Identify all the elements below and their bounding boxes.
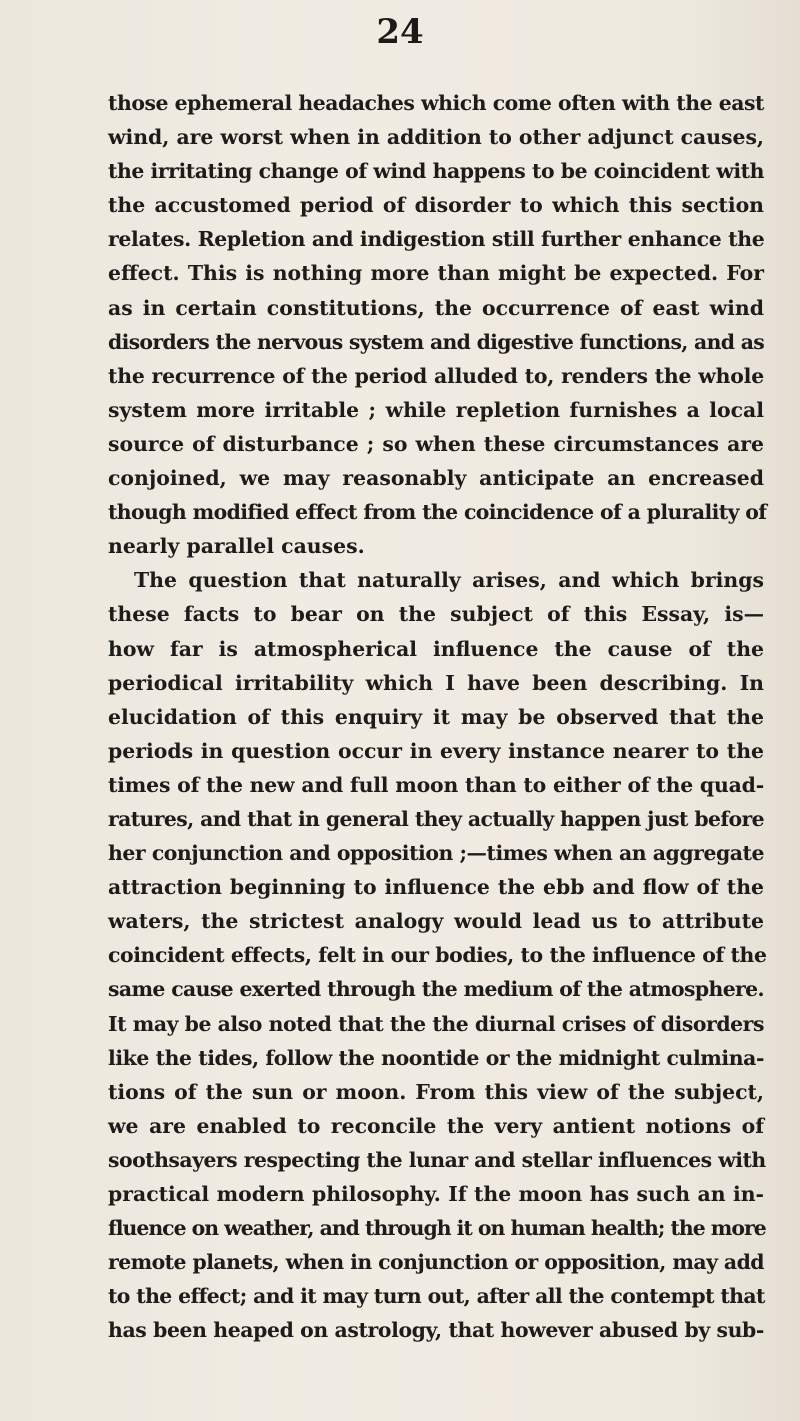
text-line: It may be also noted that the the diurnal crises of disorders xyxy=(108,1011,764,1036)
text-line: her conjunction and opposition ;—times when an aggregate xyxy=(108,841,764,866)
text-line: tions of the sun or moon. From this view of the subject, xyxy=(108,1079,764,1104)
text-line: wind, are worst when in addition to other adjunct causes, xyxy=(108,125,764,150)
text-line: fluence on weather, and through it on human health; the more xyxy=(108,1216,766,1241)
text-line: conjoined, we may reasonably anticipate an encreased xyxy=(108,466,764,491)
text-line: these facts to bear on the subject of this Essay, is— xyxy=(108,602,764,627)
text-line: how far is atmospherical influence the cause of the xyxy=(108,636,764,661)
text-line: elucidation of this enquiry it may be observed that the xyxy=(108,704,764,729)
text-line: relates. Repletion and indigestion still further enhance the xyxy=(108,227,765,252)
text-line: times of the new and full moon than to either of the quad- xyxy=(108,772,764,797)
text-line: waters, the strictest analogy would lead us to attribute xyxy=(108,909,764,934)
text-line: attraction beginning to influence the ebb and flow of the xyxy=(108,875,764,900)
text-line: periods in question occur in every instance nearer to the xyxy=(108,738,764,763)
text-line: as in certain constitutions, the occurrence of east wind xyxy=(108,295,764,320)
text-line: The question that naturally arises, and which brings xyxy=(134,568,764,593)
text-line: soothsayers respecting the lunar and stellar influences with xyxy=(108,1147,766,1172)
text-line: source of disturbance ; so when these circumstances are xyxy=(108,431,764,456)
text-line: we are enabled to reconcile the very antient notions of xyxy=(108,1113,764,1138)
text-line: remote planets, when in conjunction or opposition, may add xyxy=(108,1250,764,1275)
text-line: nearly parallel causes. xyxy=(108,534,365,559)
text-line: those ephemeral headaches which come often with the east xyxy=(108,91,764,115)
text-line: coincident effects, felt in our bodies, to the influence of the xyxy=(108,943,767,968)
text-line: has been heaped on astrology, that however abused by sub- xyxy=(108,1318,764,1343)
text-line: the accustomed period of disorder to which this section xyxy=(108,193,764,218)
text-line: periodical irritability which I have been describing. In xyxy=(108,670,764,695)
text-line: to the effect; and it may turn out, after all the contempt that xyxy=(108,1284,765,1309)
page-number: 24 xyxy=(376,12,424,52)
text-line: the recurrence of the period alluded to, renders the whole xyxy=(108,363,764,388)
text-line: practical modern philosophy. If the moon has such an in- xyxy=(108,1182,764,1206)
text-line: though modified effect from the coincidence of a plurality of xyxy=(108,500,767,525)
body-text xyxy=(108,86,767,1347)
text-line: the irritating change of wind happens to be coincident with xyxy=(108,159,764,184)
text-line: effect. This is nothing more than might be expected. For xyxy=(108,261,764,286)
text-line: system more irritable ; while repletion furnishes a local xyxy=(108,397,764,422)
text-line: same cause exerted through the medium of the atmosphere. xyxy=(108,977,765,1002)
text-line: disorders the nervous system and digestive functions, and as xyxy=(108,329,765,354)
text-line: ratures, and that in general they actually happen just before xyxy=(108,806,764,831)
text-line: like the tides, follow the noontide or the midnight culmina- xyxy=(108,1045,764,1070)
